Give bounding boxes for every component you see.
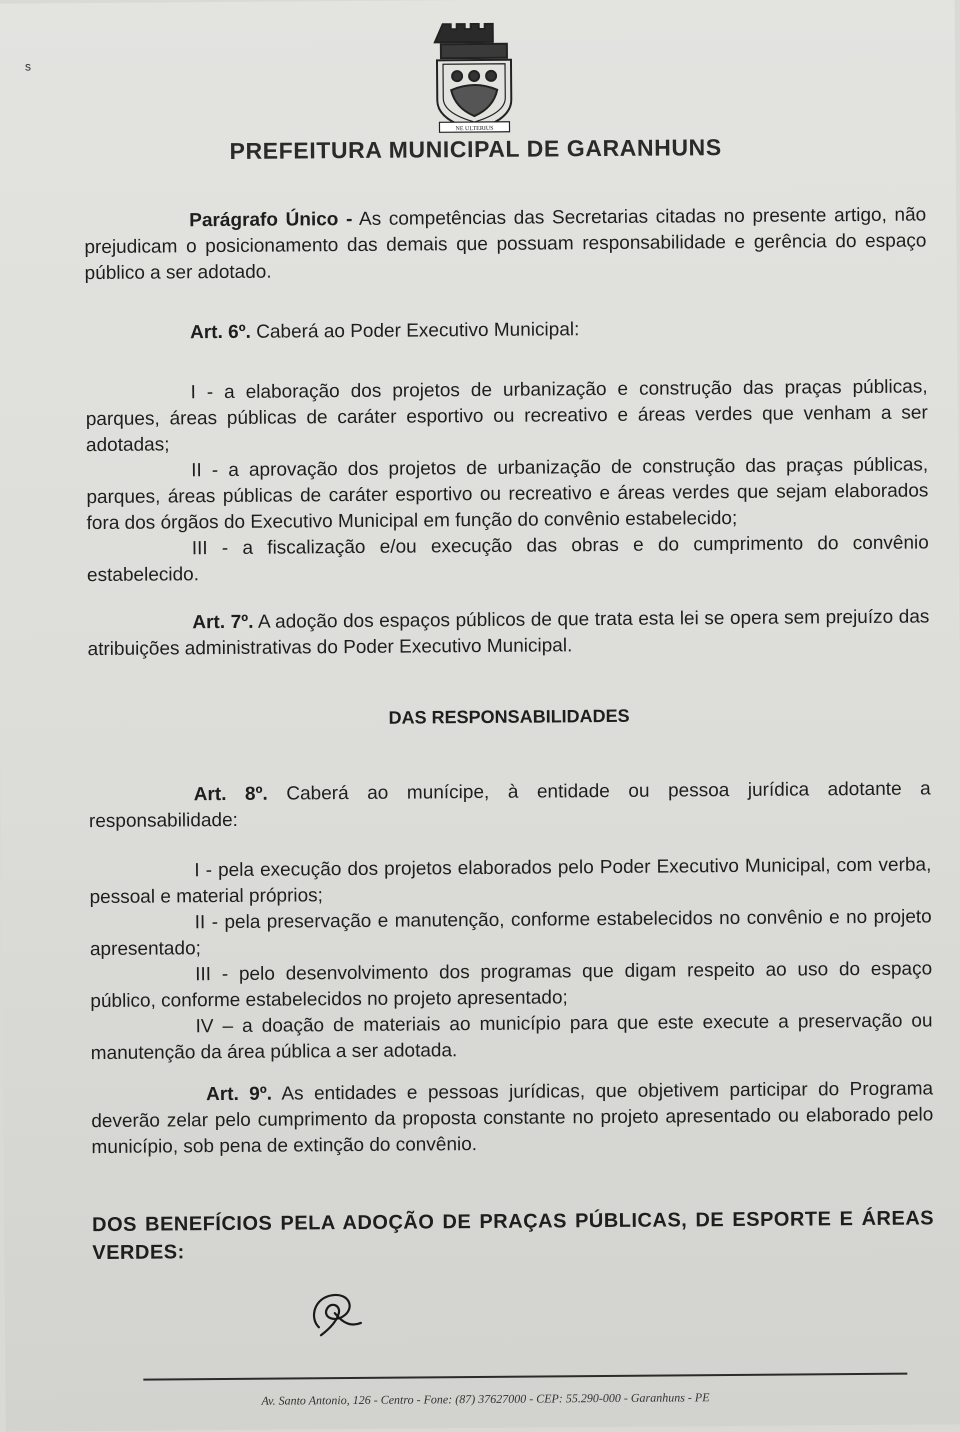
art8-text: Caberá ao munícipe, à entidade ou pessoa jurídica adotante a responsabilidade: bbox=[88, 778, 931, 833]
art6-item-3: III - a fiscalização e/ou execução das obras e do cumprimento do convênio estabelecido. bbox=[86, 532, 929, 587]
footer-address: Av. Santo Antonio, 126 - Centro - Fone: (87) 37627000 - CEP: 55.290-000 - Garanhuns - PE bbox=[261, 1390, 710, 1408]
paragrafo-unico bbox=[84, 202, 927, 287]
art6-item-1: I - a elaboração dos projetos de urbanização e construção das praças públicas, parques, áreas públicas de caráter esportivo ou recreativo e áreas verdes que venham a ser adotadas; bbox=[85, 376, 928, 457]
art8-label: Art. 8º. bbox=[193, 783, 268, 806]
art7-text: A adoção dos espaços públicos de que trata esta lei se opera sem prejuízo das atribuições administrativas do Poder Executivo Municipal. bbox=[87, 606, 930, 661]
art6 bbox=[85, 314, 927, 347]
art7 bbox=[87, 604, 929, 663]
art9-label: Art. 9º. bbox=[206, 1083, 273, 1106]
art6-item-2: II - a aprovação dos projetos de urbanização de construção das praças públicas, parques, áreas públicas de caráter esportivo ou recreativo e áreas verdes que sejam elaborados fora dos órgãos do Executivo Municipal em função do convênio estabelecido; bbox=[86, 454, 929, 535]
art8 bbox=[89, 776, 931, 835]
art8-item-4: IV – a doação de materiais ao município para que este execute a preservação ou manutenção da área pública a ser adotada. bbox=[90, 1010, 933, 1065]
art8-item-3: III - pelo desenvolvimento dos programas que digam respeito ao uso do espaço público, conforme estabelecidos no projeto apresentado; bbox=[90, 958, 933, 1013]
section-responsabilidades: DAS RESPONSABILIDADES bbox=[388, 705, 630, 728]
page-title: PREFEITURA MUNICIPAL DE GARANHUNS bbox=[229, 134, 722, 164]
paragrafo-unico-label: Parágrafo Único - bbox=[189, 208, 353, 232]
art6-text: Caberá ao Poder Executivo Municipal: bbox=[250, 319, 580, 343]
municipal-crest-icon bbox=[429, 18, 520, 137]
paragrafo-unico-text: As competências das Secretarias citadas no presente artigo, não prejudicam o posicionamento das demais que possuam responsabilidade e gerência do espaço público a ser adotado. bbox=[84, 204, 927, 285]
margin-mark: s bbox=[24, 59, 32, 74]
document-body bbox=[84, 202, 934, 1267]
art8-item-1: I - pela execução dos projetos elaborados pelo Poder Executivo Municipal, com verba, pessoal e material próprios; bbox=[89, 854, 932, 909]
art8-item-2: II - pela preservação e manutenção, conforme estabelecidos no convênio e no projeto apresentado; bbox=[89, 906, 932, 961]
art7-label: Art. 7º. bbox=[192, 611, 254, 634]
art9 bbox=[91, 1076, 934, 1161]
footer-divider bbox=[143, 1373, 907, 1381]
art9-text: As entidades e pessoas jurídicas, que objetivem participar do Programa deverão zelar pelo cumprimento da proposta constante no projeto apresentado ou elaborado pelo município, sob pena de extinção do convênio. bbox=[91, 1078, 934, 1159]
section-beneficios: DOS BENEFÍCIOS PELA ADOÇÃO DE PRAÇAS PÚBLICAS, DE ESPORTE E ÁREAS VERDES: bbox=[92, 1207, 935, 1265]
signature-initials bbox=[305, 1283, 365, 1343]
art6-label: Art. 6º. bbox=[190, 321, 251, 344]
crest-motto: NE ULTERIUS bbox=[455, 125, 494, 133]
